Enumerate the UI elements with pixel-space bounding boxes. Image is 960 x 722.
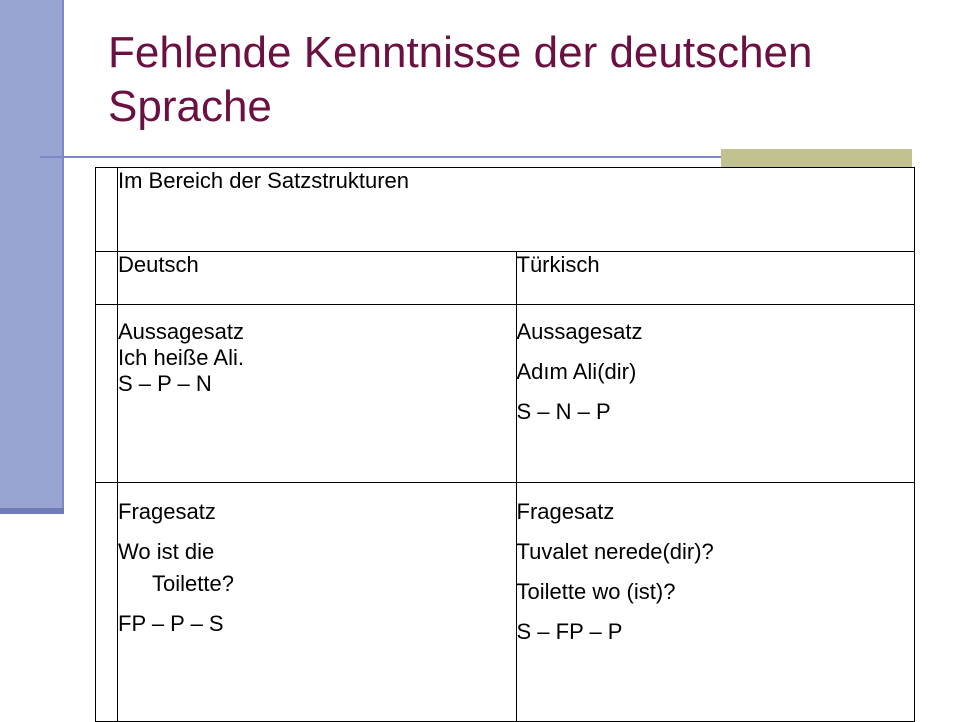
column-header-deutsch [118, 252, 517, 305]
cell-line: Fragesatz [118, 499, 216, 524]
table-header-cell [118, 168, 915, 252]
cell-line: Adım Ali(dir) [516, 359, 637, 384]
row-marker-cell [96, 483, 118, 722]
row-marker-cell [96, 168, 118, 252]
table-row [96, 483, 915, 722]
cell-line: Aussagesatz [118, 319, 244, 344]
cell-line: Ich heiße Ali. [118, 345, 244, 370]
cell-line: Fragesatz [516, 499, 615, 524]
column-header-tuerkisch-text: Türkisch [516, 252, 600, 277]
cell-line: Toilette wo (ist)? [516, 579, 676, 604]
cell-line: Tuvalet nerede(dir)? [516, 539, 714, 564]
table-header-text: Im Bereich der Satzstrukturen [118, 168, 410, 193]
cell-line: FP – P – S [118, 611, 224, 636]
language-header-row [96, 252, 915, 305]
column-header-tuerkisch [516, 252, 915, 305]
row-marker-cell [96, 252, 118, 305]
cell-deutsch-fragesatz [118, 483, 517, 722]
cell-line: Aussagesatz [516, 319, 643, 344]
sentence-structure-table [95, 167, 915, 722]
cell-line: Wo ist die [118, 539, 215, 564]
row-marker-cell [96, 305, 118, 483]
left-accent-bar [0, 0, 64, 512]
cell-line: S – N – P [516, 399, 611, 424]
cell-line: Toilette? [152, 571, 234, 596]
table-row [96, 305, 915, 483]
cell-tuerkisch-aussagesatz [516, 305, 915, 483]
title-accent-bar [721, 149, 912, 167]
cell-deutsch-aussagesatz [118, 305, 517, 483]
slide-title: Fehlende Kenntnisse der deutschen Sprache [108, 28, 813, 131]
table-header-row [96, 168, 915, 252]
cell-tuerkisch-fragesatz [516, 483, 915, 722]
column-header-deutsch-text: Deutsch [118, 252, 199, 277]
cell-line: S – FP – P [516, 619, 623, 644]
left-accent-bar-shadow [0, 508, 64, 514]
cell-line: S – P – N [118, 371, 212, 396]
